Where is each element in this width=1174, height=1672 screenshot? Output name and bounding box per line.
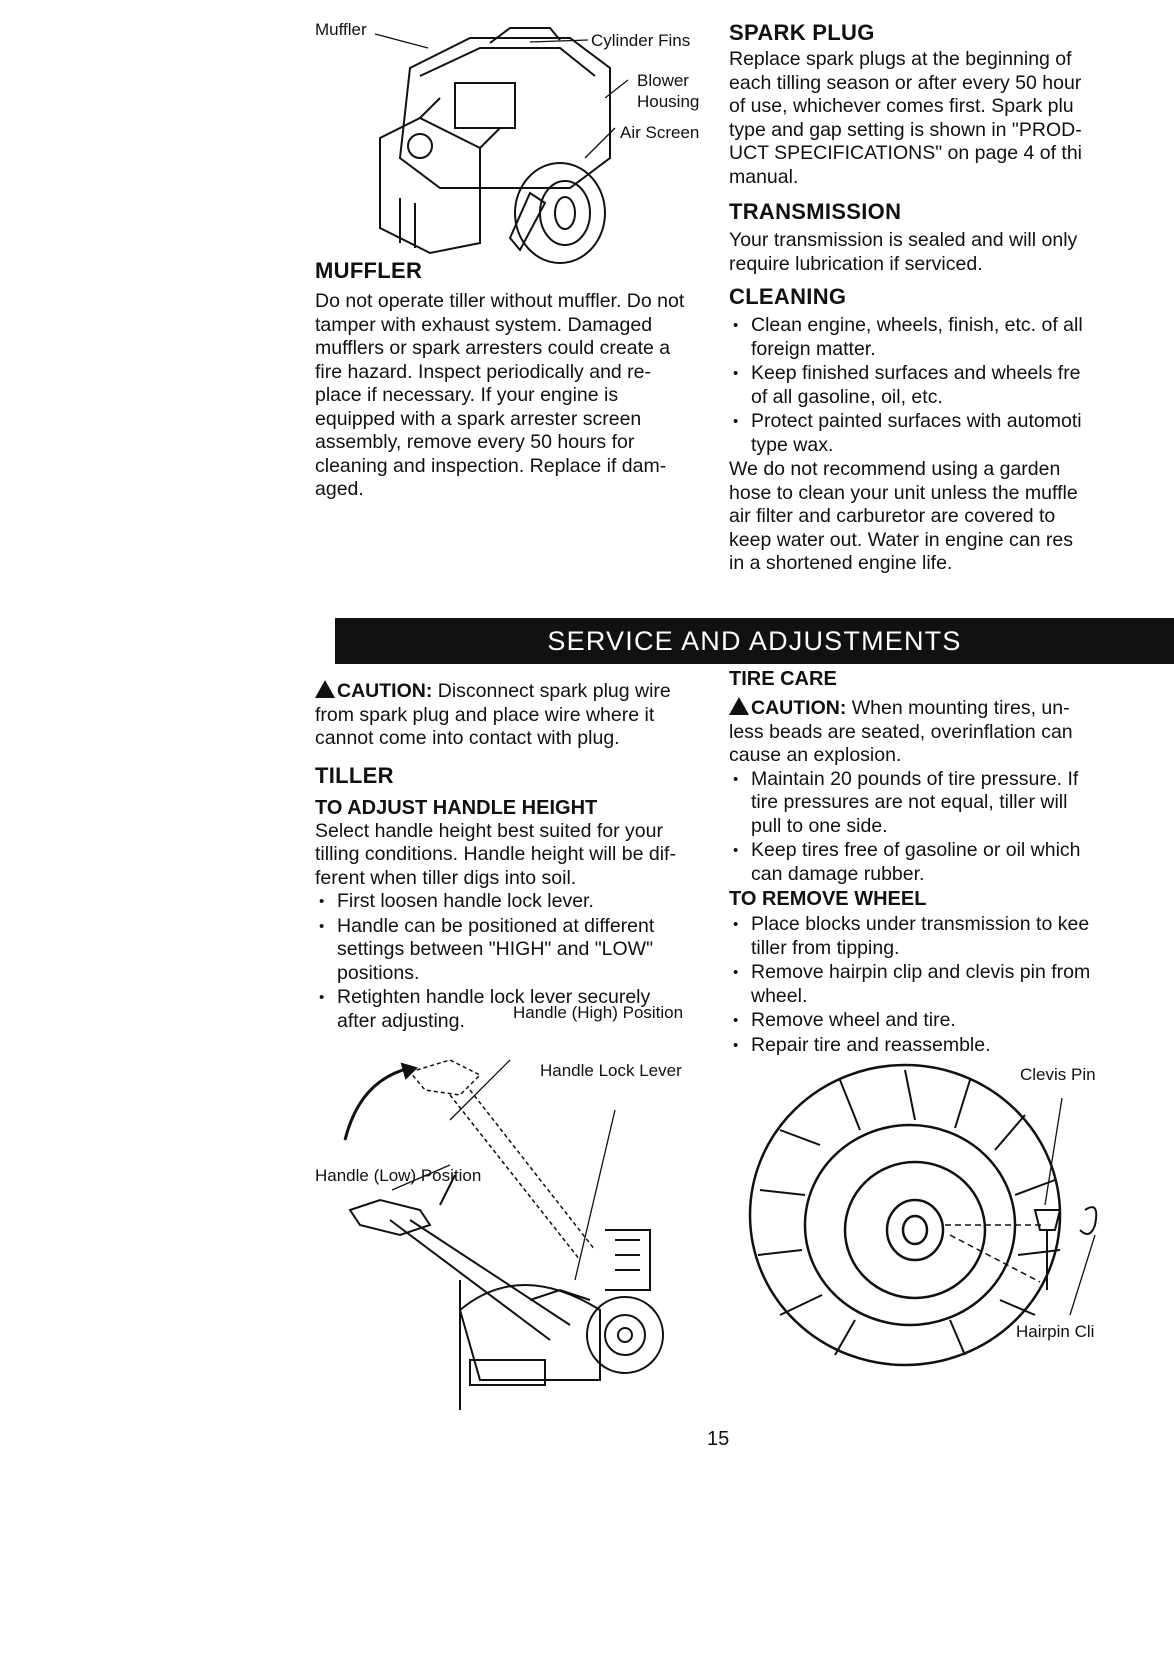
right-lower-column <box>729 668 1174 1058</box>
list-item: • First loosen handle lock lever. <box>315 890 715 914</box>
text-line: UCT SPECIFICATIONS" on page 4 of thi <box>729 142 1082 164</box>
text-line: equipped with a spark arrester screen <box>315 407 642 430</box>
text-line: manual. <box>729 165 799 188</box>
caution-word: CAUTION: <box>337 680 433 702</box>
transmission-text <box>729 229 1174 276</box>
spark-plug-text <box>729 48 1174 189</box>
text-line: ferent when tiller digs into soil. <box>315 866 577 889</box>
text-line: assembly, remove every 50 hours for <box>315 431 635 453</box>
text-line: Your transmission is sealed and will only <box>729 229 1078 251</box>
tire-care-heading: TIRE CARE <box>729 668 837 690</box>
text-line: cannot come into contact with plug. <box>315 727 620 749</box>
air-screen-label: Air Screen <box>620 123 700 142</box>
list-item: • Place blocks under transmission to kee tiller from tipping. <box>729 913 1174 960</box>
muffler-section <box>315 258 715 502</box>
text-line: mufflers or spark arresters could create a <box>315 337 671 359</box>
text-line: place if necessary. If your engine is <box>315 384 619 406</box>
text-line: fire hazard. Inspect periodically and re- <box>315 360 652 383</box>
text-line: keep water out. Water in engine can res <box>729 528 1073 551</box>
cleaning-list <box>729 314 1174 457</box>
section-banner: SERVICE AND ADJUSTMENTS <box>335 618 1174 664</box>
warning-icon <box>315 680 335 698</box>
text-line: from spark plug and place wire where it <box>315 703 655 726</box>
list-item: • Retighten handle lock lever securely after adjusting. <box>315 986 715 1033</box>
list-item: • Handle can be positioned at different settings between "HIGH" and "LOW" positions. <box>315 915 715 986</box>
transmission-heading: TRANSMISSION <box>729 199 902 224</box>
handle-high-label: Handle (High) Position <box>513 1003 684 1022</box>
muffler-label: Muffler <box>315 20 367 39</box>
list-item: • Maintain 20 pounds of tire pressure. If tire pressures are not equal, tiller will pull to one side. <box>729 768 1174 839</box>
adjust-handle-heading: TO ADJUST HANDLE HEIGHT <box>315 796 598 819</box>
text-line: Disconnect spark plug wire <box>432 680 671 702</box>
cleaning-heading: CLEANING <box>729 284 847 309</box>
text-line: hose to clean your unit unless the muffle <box>729 481 1078 504</box>
muffler-heading: MUFFLER <box>315 258 423 283</box>
caution-left <box>315 680 715 751</box>
caution-word: CAUTION: <box>751 697 847 719</box>
list-item: • Keep finished surfaces and wheels fre of all gasoline, oil, etc. <box>729 362 1174 409</box>
blower-label: Blower <box>637 71 689 90</box>
text-line: We do not recommend using a garden <box>729 458 1061 480</box>
text-line: tamper with exhaust system. Damaged <box>315 313 653 336</box>
right-top-column <box>729 20 1174 576</box>
text-line: require lubrication if serviced. <box>729 252 983 275</box>
text-line: of use, whichever comes first. Spark plu <box>729 95 1074 117</box>
list-item: • Keep tires free of gasoline or oil which can damage rubber. <box>729 839 1174 886</box>
wheel-illustration <box>740 1050 1174 1375</box>
tire-care-list <box>729 768 1174 887</box>
list-item: • Remove wheel and tire. <box>729 1009 1174 1033</box>
text-line: type and gap setting is shown in "PROD- <box>729 118 1082 141</box>
page-number: 15 <box>707 1428 730 1450</box>
tiller-text <box>315 820 715 891</box>
list-item: • Clean engine, wheels, finish, etc. of all foreign matter. <box>729 314 1174 361</box>
text-line: each tilling season or after every 50 hour <box>729 71 1082 94</box>
text-line: air filter and carburetor are covered to <box>729 505 1056 527</box>
text-line: aged. <box>315 478 364 500</box>
text-line: tilling conditions. Handle height will be dif- <box>315 843 676 865</box>
text-line: Replace spark plugs at the beginning of <box>729 48 1072 70</box>
tiller-heading: TILLER <box>315 762 394 788</box>
text-line: cause an explosion. <box>729 744 902 766</box>
spark-plug-heading: SPARK PLUG <box>729 20 875 45</box>
tiller-illustration <box>330 1060 710 1410</box>
text-line: in a shortened engine life. <box>729 552 953 574</box>
caution-right <box>729 697 1174 768</box>
text-line: When mounting tires, un- <box>846 697 1070 719</box>
remove-wheel-heading: TO REMOVE WHEEL <box>729 888 927 910</box>
cleaning-text <box>729 458 1174 576</box>
warning-icon <box>729 697 749 715</box>
engine-illustration <box>360 28 640 268</box>
list-item: • Remove hairpin clip and clevis pin from wheel. <box>729 961 1174 1008</box>
text-line: Do not operate tiller without muffler. Do not <box>315 290 685 312</box>
list-item: • Repair tire and reassemble. <box>729 1034 1174 1058</box>
handle-lock-label: Handle Lock Lever <box>540 1061 682 1080</box>
clevis-pin-label: Clevis Pin <box>1020 1065 1096 1084</box>
hairpin-clip-label: Hairpin Cli <box>1016 1322 1095 1341</box>
handle-low-label: Handle (Low) Position <box>315 1166 482 1185</box>
housing-label: Housing <box>637 92 700 111</box>
muffler-text <box>315 290 715 502</box>
cylinder-fins-label: Cylinder Fins <box>591 31 691 50</box>
left-lower-column <box>315 680 715 1034</box>
list-item: • Protect painted surfaces with automoti type wax. <box>729 410 1174 457</box>
text-line: Select handle height best suited for your <box>315 819 663 842</box>
text-line: less beads are seated, overinflation can <box>729 720 1073 743</box>
remove-wheel-list <box>729 913 1174 1057</box>
text-line: cleaning and inspection. Replace if dam- <box>315 454 667 477</box>
